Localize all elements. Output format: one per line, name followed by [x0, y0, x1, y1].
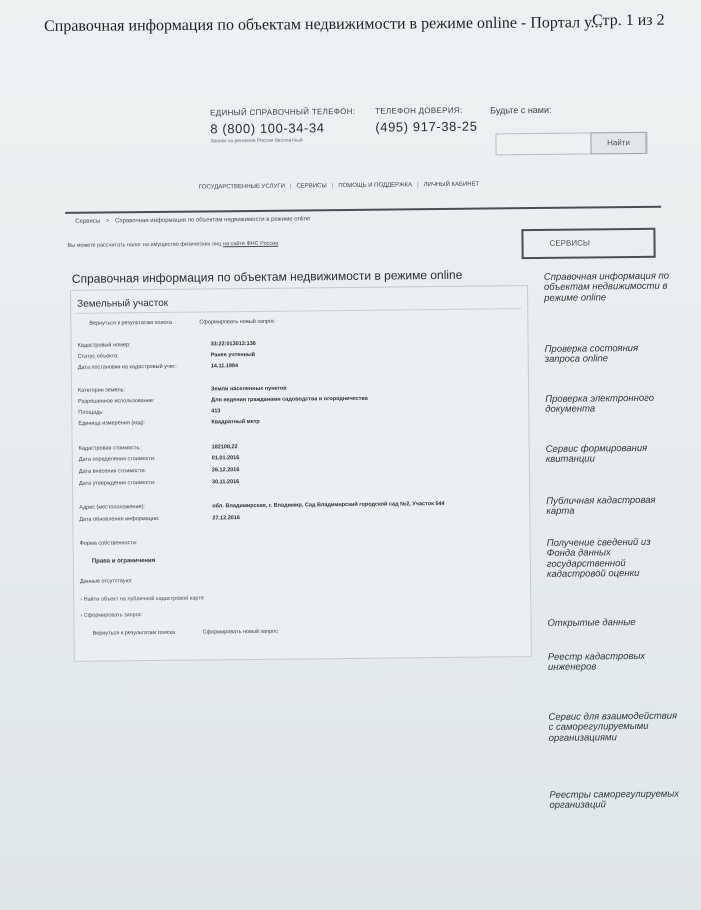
hotline	[210, 107, 356, 145]
top-actions	[89, 319, 274, 327]
field-label: Площадь:	[78, 409, 104, 416]
field-row	[80, 539, 213, 546]
field-value: Квадратный метр	[211, 418, 260, 426]
sidebar-item-reference-info[interactable]: Справочная информация по объектам недвижимости в режиме online	[543, 270, 670, 304]
field-row	[78, 352, 255, 360]
field-row	[78, 363, 238, 371]
social	[490, 105, 551, 116]
breadcrumb	[75, 216, 310, 224]
breadcrumb-current: Справочная информация по объектам недвижимости в режиме online	[114, 216, 311, 225]
sidebar-item-public-map[interactable]: Публичная кадастровая карта	[546, 494, 656, 518]
nav-item-services[interactable]: СЕРВИСЫ	[296, 183, 327, 190]
field-label: Единица измерения (код):	[78, 420, 146, 427]
field-row	[79, 515, 240, 523]
request-link-row: › Сформировать запрос	[80, 612, 142, 619]
header-divider	[65, 206, 661, 214]
new-query-button[interactable]: Сформировать новый запрос	[199, 318, 275, 326]
field-label: Кадастровый номер:	[77, 342, 131, 349]
field-value: 14.11.1994	[210, 363, 239, 370]
make-request-link[interactable]: Сформировать запрос	[83, 612, 142, 619]
sidebar-item-valuation-fund[interactable]: Получение сведений из Фонда данных государственной кадастровой оценки	[546, 536, 651, 581]
print-page-number: Стр. 1 из 2	[591, 11, 665, 30]
field-row	[78, 386, 287, 394]
portal-page	[58, 94, 680, 900]
field-row	[78, 408, 220, 415]
field-label: Кадастровая стоимость:	[78, 445, 141, 452]
field-row	[79, 455, 240, 463]
field-row	[78, 396, 368, 405]
field-value: Ранее учтенный	[210, 351, 256, 359]
field-row	[79, 479, 239, 487]
field-label: Адрес (местоположение):	[79, 504, 145, 511]
field-value: 33:22:013013:136	[210, 340, 256, 348]
sidebar-item-doc-check[interactable]: Проверка электронного документа	[545, 392, 655, 416]
field-value: обл. Владимирская, г. Владимир, Сад Владимирский городской сад №2, Участок 544	[212, 500, 445, 510]
sidebar-item-open-data[interactable]: Открытые данные	[547, 616, 636, 629]
page-title: Справочная информация по объектам недвижимости в режиме online	[71, 267, 463, 286]
back-to-results-button[interactable]: Вернуться к результатам поиска	[92, 629, 176, 637]
social-label: Будьте с нами:	[490, 104, 552, 116]
sidebar-item-receipt[interactable]: Сервис формирования квитанции	[545, 442, 648, 466]
nav-item-help[interactable]: ПОМОЩЬ И ПОДДЕРЖКА	[338, 182, 413, 190]
field-label: Дата внесения стоимости:	[78, 468, 147, 475]
fns-link[interactable]: на сайте ФНС России	[222, 240, 279, 248]
sidebar-item-engineers[interactable]: Реестр кадастровых инженеров	[547, 650, 646, 674]
print-header	[44, 11, 684, 35]
field-label: Разрешенное использование:	[78, 398, 155, 405]
field-value: 413	[211, 408, 221, 415]
field-label: Дата постановки на кадастровый учет:	[77, 363, 177, 371]
field-label: Дата обновления информации:	[79, 515, 160, 523]
field-row	[78, 419, 259, 427]
trust-label: ТЕЛЕФОН ДОВЕРИЯ:	[375, 105, 463, 116]
print-title: Справочная информация по объектам недвижимости в режиме online - Портал у...	[44, 14, 603, 35]
sidebar-item-sro-registry[interactable]: Реестры саморегулируемых организаций	[549, 788, 680, 812]
field-row	[78, 341, 256, 349]
trust-number[interactable]: (495) 917-38-25	[375, 118, 478, 135]
field-value: 01.01.2016	[211, 455, 240, 462]
services-button[interactable]: СЕРВИСЫ	[521, 228, 655, 259]
field-row	[79, 444, 238, 452]
sidebar-item-sro-service[interactable]: Сервис для взаимодействия с саморегулируемыми организациями	[548, 710, 678, 744]
tax-note-text: Вы можете рассчитать налог на имущество физических лиц	[67, 241, 223, 249]
contacts-block	[210, 104, 661, 169]
breadcrumb-root[interactable]: Сервисы	[75, 218, 101, 225]
hotline-label: ЕДИНЫЙ СПРАВОЧНЫЙ ТЕЛЕФОН:	[210, 106, 356, 118]
field-value: Земли населенных пунктов	[211, 385, 287, 393]
field-label: Категория земель:	[78, 387, 126, 394]
bottom-actions	[93, 629, 278, 637]
services-sidebar	[543, 270, 684, 812]
nav-item-cabinet[interactable]: ЛИЧНЫЙ КАБИНЕТ	[423, 181, 480, 189]
breadcrumb-separator: >	[105, 218, 110, 225]
field-value: 27.12.2016	[212, 515, 240, 522]
field-value: 30.11.2016	[211, 479, 240, 486]
trust-line	[375, 106, 478, 135]
top-nav: ГОСУДАРСТВЕННЫЕ УСЛУГИ | СЕРВИСЫ | ПОМОЩЬ И ПОДДЕРЖКА | ЛИЧНЫЙ КАБИНЕТ	[198, 181, 480, 191]
field-row	[79, 501, 444, 511]
back-to-results-button[interactable]: Вернуться к результатам поиска	[89, 319, 172, 327]
field-label: Дата утверждения стоимости:	[78, 479, 156, 487]
field-row	[79, 467, 240, 475]
field-value: Для ведения гражданами садоводства и огородничества	[211, 395, 368, 404]
card-heading: Земельный участок	[77, 297, 169, 310]
field-label: Дата определения стоимости:	[78, 455, 156, 463]
object-card	[70, 285, 532, 662]
tax-note	[67, 241, 278, 249]
field-value: 26.12.2016	[211, 467, 240, 474]
public-map-link[interactable]: Найти объект на публичной кадастровой карте	[83, 595, 204, 603]
map-link-row: › Найти объект на публичной кадастровой карте	[80, 595, 204, 603]
new-query-button[interactable]: Сформировать новый запрос	[202, 628, 278, 636]
hotline-number[interactable]: 8 (800) 100-34-34	[210, 120, 325, 137]
field-value: 182108,22	[211, 444, 238, 451]
nav-item-gov-services[interactable]: ГОСУДАРСТВЕННЫЕ УСЛУГИ	[198, 183, 285, 191]
hotline-note: Звонок из регионов России бесплатный	[210, 137, 303, 145]
search-button[interactable]: Найти	[590, 132, 646, 155]
field-label: Статус объекта:	[77, 353, 119, 360]
rights-heading: Права и ограничения	[91, 558, 156, 565]
rights-value: Данные отсутствуют	[80, 578, 133, 585]
sidebar-item-request-status[interactable]: Проверка состояния запроса online	[544, 342, 639, 366]
field-label: Форма собственности:	[79, 540, 138, 547]
